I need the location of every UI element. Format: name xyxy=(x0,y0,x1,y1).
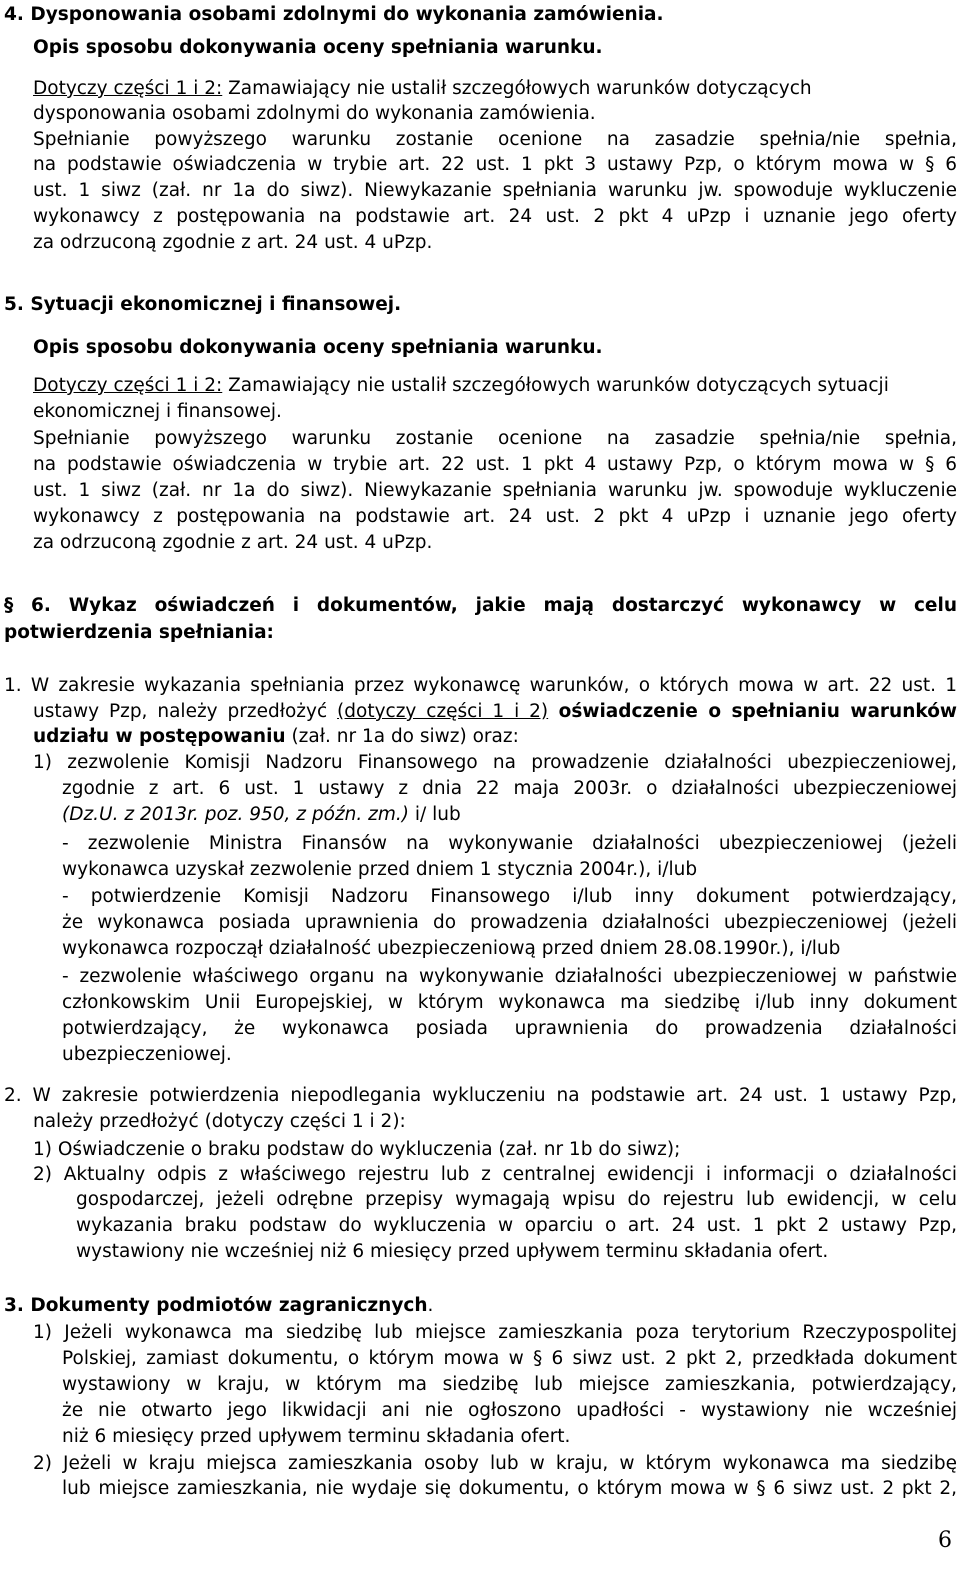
item-2-sub-2-line-1: 2) Aktualny odpis z właściwego rejestru lub z centralnej ewidencji i informacji o działalności xyxy=(33,1164,957,1185)
section-5-line-7: za odrzuconą zgodnie z art. 24 ust. 4 uPzp. xyxy=(33,532,433,553)
section-4-heading: 4. Dysponowania osobami zdolnymi do wykonania zamówienia. xyxy=(4,4,664,25)
section-5-line-2: ekonomicznej i finansowej. xyxy=(33,401,282,422)
section-6-heading: § 6. Wykaz oświadczeń i dokumentów, jakie mają dostarczyć wykonawcy w celu xyxy=(4,595,957,616)
item-2-sub-2-line-3: wykazania braku podstaw do wykluczenia w oparciu o art. 24 ust. 1 pkt 2 ustawy Pzp, xyxy=(76,1215,957,1236)
item-1-sub-d-line-4: ubezpieczeniowej. xyxy=(62,1044,232,1065)
section-4-line-7: za odrzuconą zgodnie z art. 24 ust. 4 uPzp. xyxy=(33,232,433,253)
item-3-sub-1-line-4: że nie otwarto jego likwidacji ani nie ogłoszono upadłości - wystawiony nie wcześniej xyxy=(62,1400,957,1421)
section-5-heading: 5. Sytuacji ekonomicznej i finansowej. xyxy=(4,294,402,315)
item-1-sub-c-line-3: wykonawca rozpoczął działalność ubezpieczeniową przed dniem 28.08.1990r.), i/lub xyxy=(62,938,841,959)
item-3-sub-1-line-5: niż 6 miesięcy przed upływem terminu składania ofert. xyxy=(62,1426,571,1447)
section-4-parts-label: Dotyczy części 1 i 2: xyxy=(33,78,223,99)
section-5-line-3: Spełnianie powyższego warunku zostanie ocenione na zasadzie spełnia/nie spełnia, xyxy=(33,428,957,449)
item-3-sub-1-line-3: wystawiony w kraju, w którym ma siedzibę lub miejsce zamieszkania, potwierdzający, xyxy=(62,1374,957,1395)
item-3-heading: 3. Dokumenty podmiotów zagranicznych. xyxy=(4,1295,434,1316)
item-1-sub-b-line-1: - zezwolenie Ministra Finansów na wykonywanie działalności ubezpieczeniowej (jeżeli xyxy=(62,833,957,854)
section-4-line-6: wykonawcy z postępowania na podstawie art. 24 ust. 2 pkt 4 uPzp i uznanie jego oferty xyxy=(33,206,957,227)
section-4-line-1: Dotyczy części 1 i 2: Zamawiający nie ustalił szczegółowych warunków dotyczących xyxy=(33,78,812,99)
item-1-sub-a-line-1: 1) zezwolenie Komisji Nadzoru Finansowego na prowadzenie działalności ubezpieczeniowej, xyxy=(33,752,957,773)
item-1-sub-d-line-2: członkowskim Unii Europejskiej, w którym wykonawca ma siedzibę i/lub inny dokument xyxy=(62,992,957,1013)
section-5-line-4: na podstawie oświadczenia w trybie art. 22 ust. 1 pkt 4 ustawy Pzp, o którym mowa w § 6 xyxy=(33,454,957,475)
item-3-sub-1-line-2: Polskiej, zamiast dokumentu, o którym mowa w § 6 siwz ust. 2 pkt 2, przedkłada dokument xyxy=(62,1348,957,1369)
section-4-line-5: ust. 1 siwz (zał. nr 1a do siwz). Niewykazanie spełniania warunku jw. spowoduje wykluczenie xyxy=(33,180,957,201)
section-4-line-3: Spełnianie powyższego warunku zostanie ocenione na zasadzie spełnia/nie spełnia, xyxy=(33,129,957,150)
item-2-sub-2-line-4: wystawiony nie wcześniej niż 6 miesięcy przed upływem terminu składania ofert. xyxy=(76,1241,829,1262)
item-1-sub-c-line-2: że wykonawca posiada uprawnienia do prowadzenia działalności ubezpieczeniowej (jeżeli xyxy=(62,912,957,933)
item-3-sub-1-line-1: 1) Jeżeli wykonawca ma siedzibę lub miejsce zamieszkania poza terytorium Rzeczypospolitej xyxy=(33,1322,957,1343)
item-1-line-2: ustawy Pzp, należy przedłożyć (dotyczy części 1 i 2) oświadczenie o spełnianiu warunków xyxy=(33,701,957,722)
item-3-sub-2-line-2: lub miejsce zamieszkania, nie wydaje się dokumentu, o którym mowa w § 6 siwz ust. 2 pkt 2, xyxy=(62,1478,957,1499)
page-number: 6 xyxy=(938,1528,952,1553)
item-2-line-2: należy przedłożyć (dotyczy części 1 i 2): xyxy=(33,1111,406,1132)
section-4-method-heading: Opis sposobu dokonywania oceny spełniania warunku. xyxy=(33,37,603,58)
item-1-line-3: udziału w postępowaniu (zał. nr 1a do siwz) oraz: xyxy=(33,726,519,747)
item-1-sub-d-line-3: potwierdzający, że wykonawca posiada uprawnienia do prowadzenia działalności xyxy=(62,1018,957,1039)
section-4-line-4: na podstawie oświadczenia w trybie art. 22 ust. 1 pkt 3 ustawy Pzp, o którym mowa w § 6 xyxy=(33,154,957,175)
item-1-line-1: 1. W zakresie wykazania spełniania przez wykonawcę warunków, o których mowa w art. 22 ust. 1 xyxy=(4,675,957,696)
section-4-line-2: dysponowania osobami zdolnymi do wykonania zamówienia. xyxy=(33,103,596,124)
item-1-sub-b-line-2: wykonawca uzyskał zezwolenie przed dniem 1 stycznia 2004r.), i/lub xyxy=(62,859,698,880)
item-1-sub-a-line-3: (Dz.U. z 2013r. poz. 950, z późn. zm.) i/ lub xyxy=(62,804,461,825)
item-1-sub-d-line-1: - zezwolenie właściwego organu na wykonywanie działalności ubezpieczeniowej w państwie xyxy=(62,966,957,987)
item-2-sub-2-line-2: gospodarczej, jeżeli odrębne przepisy wymagają wpisu do rejestru lub ewidencji, w celu xyxy=(76,1189,957,1210)
section-5-parts-label: Dotyczy części 1 i 2: xyxy=(33,375,223,396)
item-1-sub-a-line-2: zgodnie z art. 6 ust. 1 ustawy z dnia 22 maja 2003r. o działalności ubezpieczeniowej xyxy=(62,778,957,799)
item-1-sub-c-line-1: - potwierdzenie Komisji Nadzoru Finansowego i/lub inny dokument potwierdzający, xyxy=(62,886,957,907)
item-3-sub-2-line-1: 2) Jeżeli w kraju miejsca zamieszkania osoby lub w kraju, w którym wykonawca ma siedzibę xyxy=(33,1453,957,1474)
section-5-line-1: Dotyczy części 1 i 2: Zamawiający nie ustalił szczegółowych warunków dotyczących sytuacji xyxy=(33,375,889,396)
item-2-sub-1: 1) Oświadczenie o braku podstaw do wykluczenia (zał. nr 1b do siwz); xyxy=(33,1139,681,1160)
section-6-heading-cont: potwierdzenia spełniania: xyxy=(4,622,274,643)
section-5-line-6: wykonawcy z postępowania na podstawie art. 24 ust. 2 pkt 4 uPzp i uznanie jego oferty xyxy=(33,506,957,527)
section-5-line-5: ust. 1 siwz (zał. nr 1a do siwz). Niewykazanie spełniania warunku jw. spowoduje wykluczenie xyxy=(33,480,957,501)
item-2-line-1: 2. W zakresie potwierdzenia niepodlegania wykluczeniu na podstawie art. 24 ust. 1 ustawy Pzp, xyxy=(4,1085,957,1106)
section-5-method-heading: Opis sposobu dokonywania oceny spełniania warunku. xyxy=(33,337,603,358)
